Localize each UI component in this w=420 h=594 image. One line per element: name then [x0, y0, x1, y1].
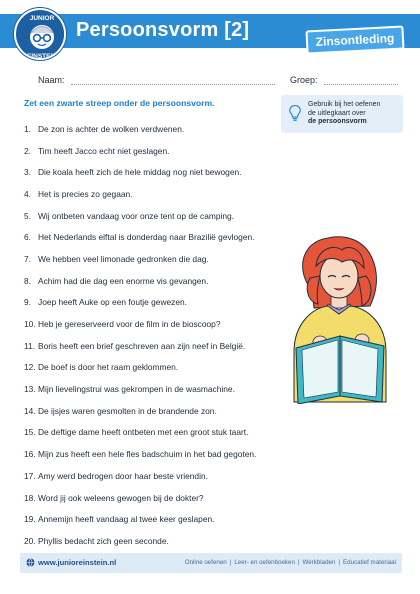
sentence-number: 11.	[24, 340, 36, 351]
sentence-number: 5.	[24, 210, 31, 221]
name-label: Naam:	[38, 75, 65, 85]
footer	[20, 553, 402, 573]
tip-text	[308, 101, 400, 127]
logo-graphic	[16, 10, 66, 60]
sentence-text[interactable]: Annemijn heeft vandaag al twee keer geslapen.	[38, 514, 215, 525]
sentence-item	[24, 443, 256, 465]
tip-box	[281, 95, 403, 133]
sentence-text[interactable]: Het is precies zo gegaan.	[38, 188, 133, 199]
sentence-text[interactable]: Boris heeft een brief geschreven aan zijn neef in België.	[38, 340, 246, 351]
svg-text:EINSTEIN: EINSTEIN	[27, 53, 57, 60]
footer-link-online[interactable]: Online oefenen	[184, 559, 227, 566]
sentence-list	[24, 118, 256, 552]
sentence-item	[24, 183, 256, 205]
sentence-item	[24, 226, 256, 248]
sentence-item	[24, 422, 256, 444]
sentence-number: 17.	[24, 470, 36, 481]
girl-reading-illustration	[276, 232, 408, 404]
sentence-number: 9.	[24, 297, 31, 308]
sentence-item	[24, 205, 256, 227]
sentence-item	[24, 465, 256, 487]
sentence-number: 15.	[24, 427, 36, 438]
footer-link-materials[interactable]: Educatief materiaal	[343, 559, 396, 566]
sentence-number: 19.	[24, 514, 36, 525]
sentence-item	[24, 400, 256, 422]
svg-text:JUNIOR: JUNIOR	[29, 15, 55, 22]
sentence-item	[24, 530, 256, 552]
sentence-text[interactable]: Amy werd bedrogen door haar beste vriendin.	[38, 470, 208, 481]
sentence-number: 8.	[24, 275, 31, 286]
globe-icon	[26, 558, 35, 567]
name-field[interactable]	[38, 75, 275, 85]
group-label: Groep:	[290, 75, 318, 85]
sentence-number: 3.	[24, 167, 31, 178]
group-field[interactable]	[290, 75, 398, 85]
sentence-text[interactable]: Word jij ook weleens gewogen bij de dokter?	[38, 492, 204, 503]
sentence-number: 10.	[24, 319, 36, 330]
sentence-item	[24, 357, 256, 379]
footer-separator: |	[229, 559, 232, 566]
sentence-item	[24, 161, 256, 183]
footer-site-text: www.junioreinstein.nl	[38, 558, 117, 567]
sentence-number: 13.	[24, 384, 36, 395]
sentence-item	[24, 487, 256, 509]
sentence-number: 20.	[24, 535, 36, 546]
sentence-number: 18.	[24, 492, 36, 503]
tip-line-2: de uitlegkaart over	[308, 109, 366, 117]
tip-line-3: de persoonsvorm	[308, 118, 367, 126]
sentence-number: 2.	[24, 145, 31, 156]
tip-line-1: Gebruik bij het oefenen	[308, 101, 381, 108]
page-title: Persoonsvorm [2]	[76, 19, 250, 41]
category-badge: Zinsontleding	[305, 25, 404, 54]
sentence-text[interactable]: De deftige dame heeft ontbeten met een groot stuk taart.	[38, 427, 249, 438]
sentence-item	[24, 248, 256, 270]
sentence-number: 7.	[24, 253, 31, 264]
sentence-text[interactable]: Phyllis bedacht zich geen seconde.	[38, 535, 169, 546]
sentence-number: 16.	[24, 449, 36, 460]
footer-link-worksheets[interactable]: Werkbladen	[302, 559, 336, 566]
sentence-item	[24, 508, 256, 530]
sentence-number: 6.	[24, 232, 31, 243]
footer-links	[185, 559, 396, 566]
sentence-text[interactable]: Joep heeft Auke op een foutje gewezen.	[38, 297, 188, 308]
sentence-text[interactable]: Het Nederlands elftal is donderdag naar Brazilië gevlogen.	[38, 232, 255, 243]
sentence-item	[24, 313, 256, 335]
sentence-item	[24, 140, 256, 162]
name-input-line[interactable]	[71, 76, 275, 85]
sentence-item	[24, 270, 256, 292]
group-input-line[interactable]	[324, 76, 398, 85]
footer-separator: |	[338, 559, 341, 566]
sentence-number: 12.	[24, 362, 36, 373]
sentence-item	[24, 292, 256, 314]
sentence-text[interactable]: Die koala heeft zich de hele middag nog niet bewogen.	[38, 167, 242, 178]
sentence-text[interactable]: Achim had die dag een enorme vis gevangen.	[38, 275, 209, 286]
sentence-item	[24, 378, 256, 400]
sentence-number: 1.	[24, 123, 31, 134]
sentence-text[interactable]: We hebben veel limonade gedronken die dag.	[38, 253, 209, 264]
sentence-number: 14.	[24, 405, 36, 416]
sentence-text[interactable]: Mijn lievelingstrui was gekrompen in de wasmachine.	[38, 384, 235, 395]
footer-site-link[interactable]	[26, 558, 116, 567]
sentence-text[interactable]: Tim heeft Jacco echt niet geslagen.	[38, 145, 170, 156]
sentence-text[interactable]: De ijsjes waren gesmolten in de brandende zon.	[38, 405, 217, 416]
sentence-text[interactable]: Mijn zus heeft een hele fles badschuim in het bad gegoten.	[38, 449, 257, 460]
sentence-number: 4.	[24, 188, 31, 199]
footer-link-books[interactable]: Leer- en oefenboeken	[234, 559, 295, 566]
sentence-text[interactable]: De zon is achter de wolken verdwenen.	[38, 123, 185, 134]
footer-separator: |	[297, 559, 300, 566]
header	[0, 0, 420, 62]
sentence-text[interactable]: Heb je gereserveerd voor de film in de bioscoop?	[38, 319, 221, 330]
lightbulb-icon	[288, 104, 302, 122]
sentence-text[interactable]: De boef is door het raam geklommen.	[38, 362, 179, 373]
junior-einstein-logo[interactable]	[14, 8, 66, 60]
sentence-item	[24, 335, 256, 357]
instruction-text: Zet een zwarte streep onder de persoonsvorm.	[24, 98, 215, 108]
sentence-item	[24, 118, 256, 140]
sentence-text[interactable]: Wij ontbeten vandaag voor onze tent op de camping.	[38, 210, 235, 221]
